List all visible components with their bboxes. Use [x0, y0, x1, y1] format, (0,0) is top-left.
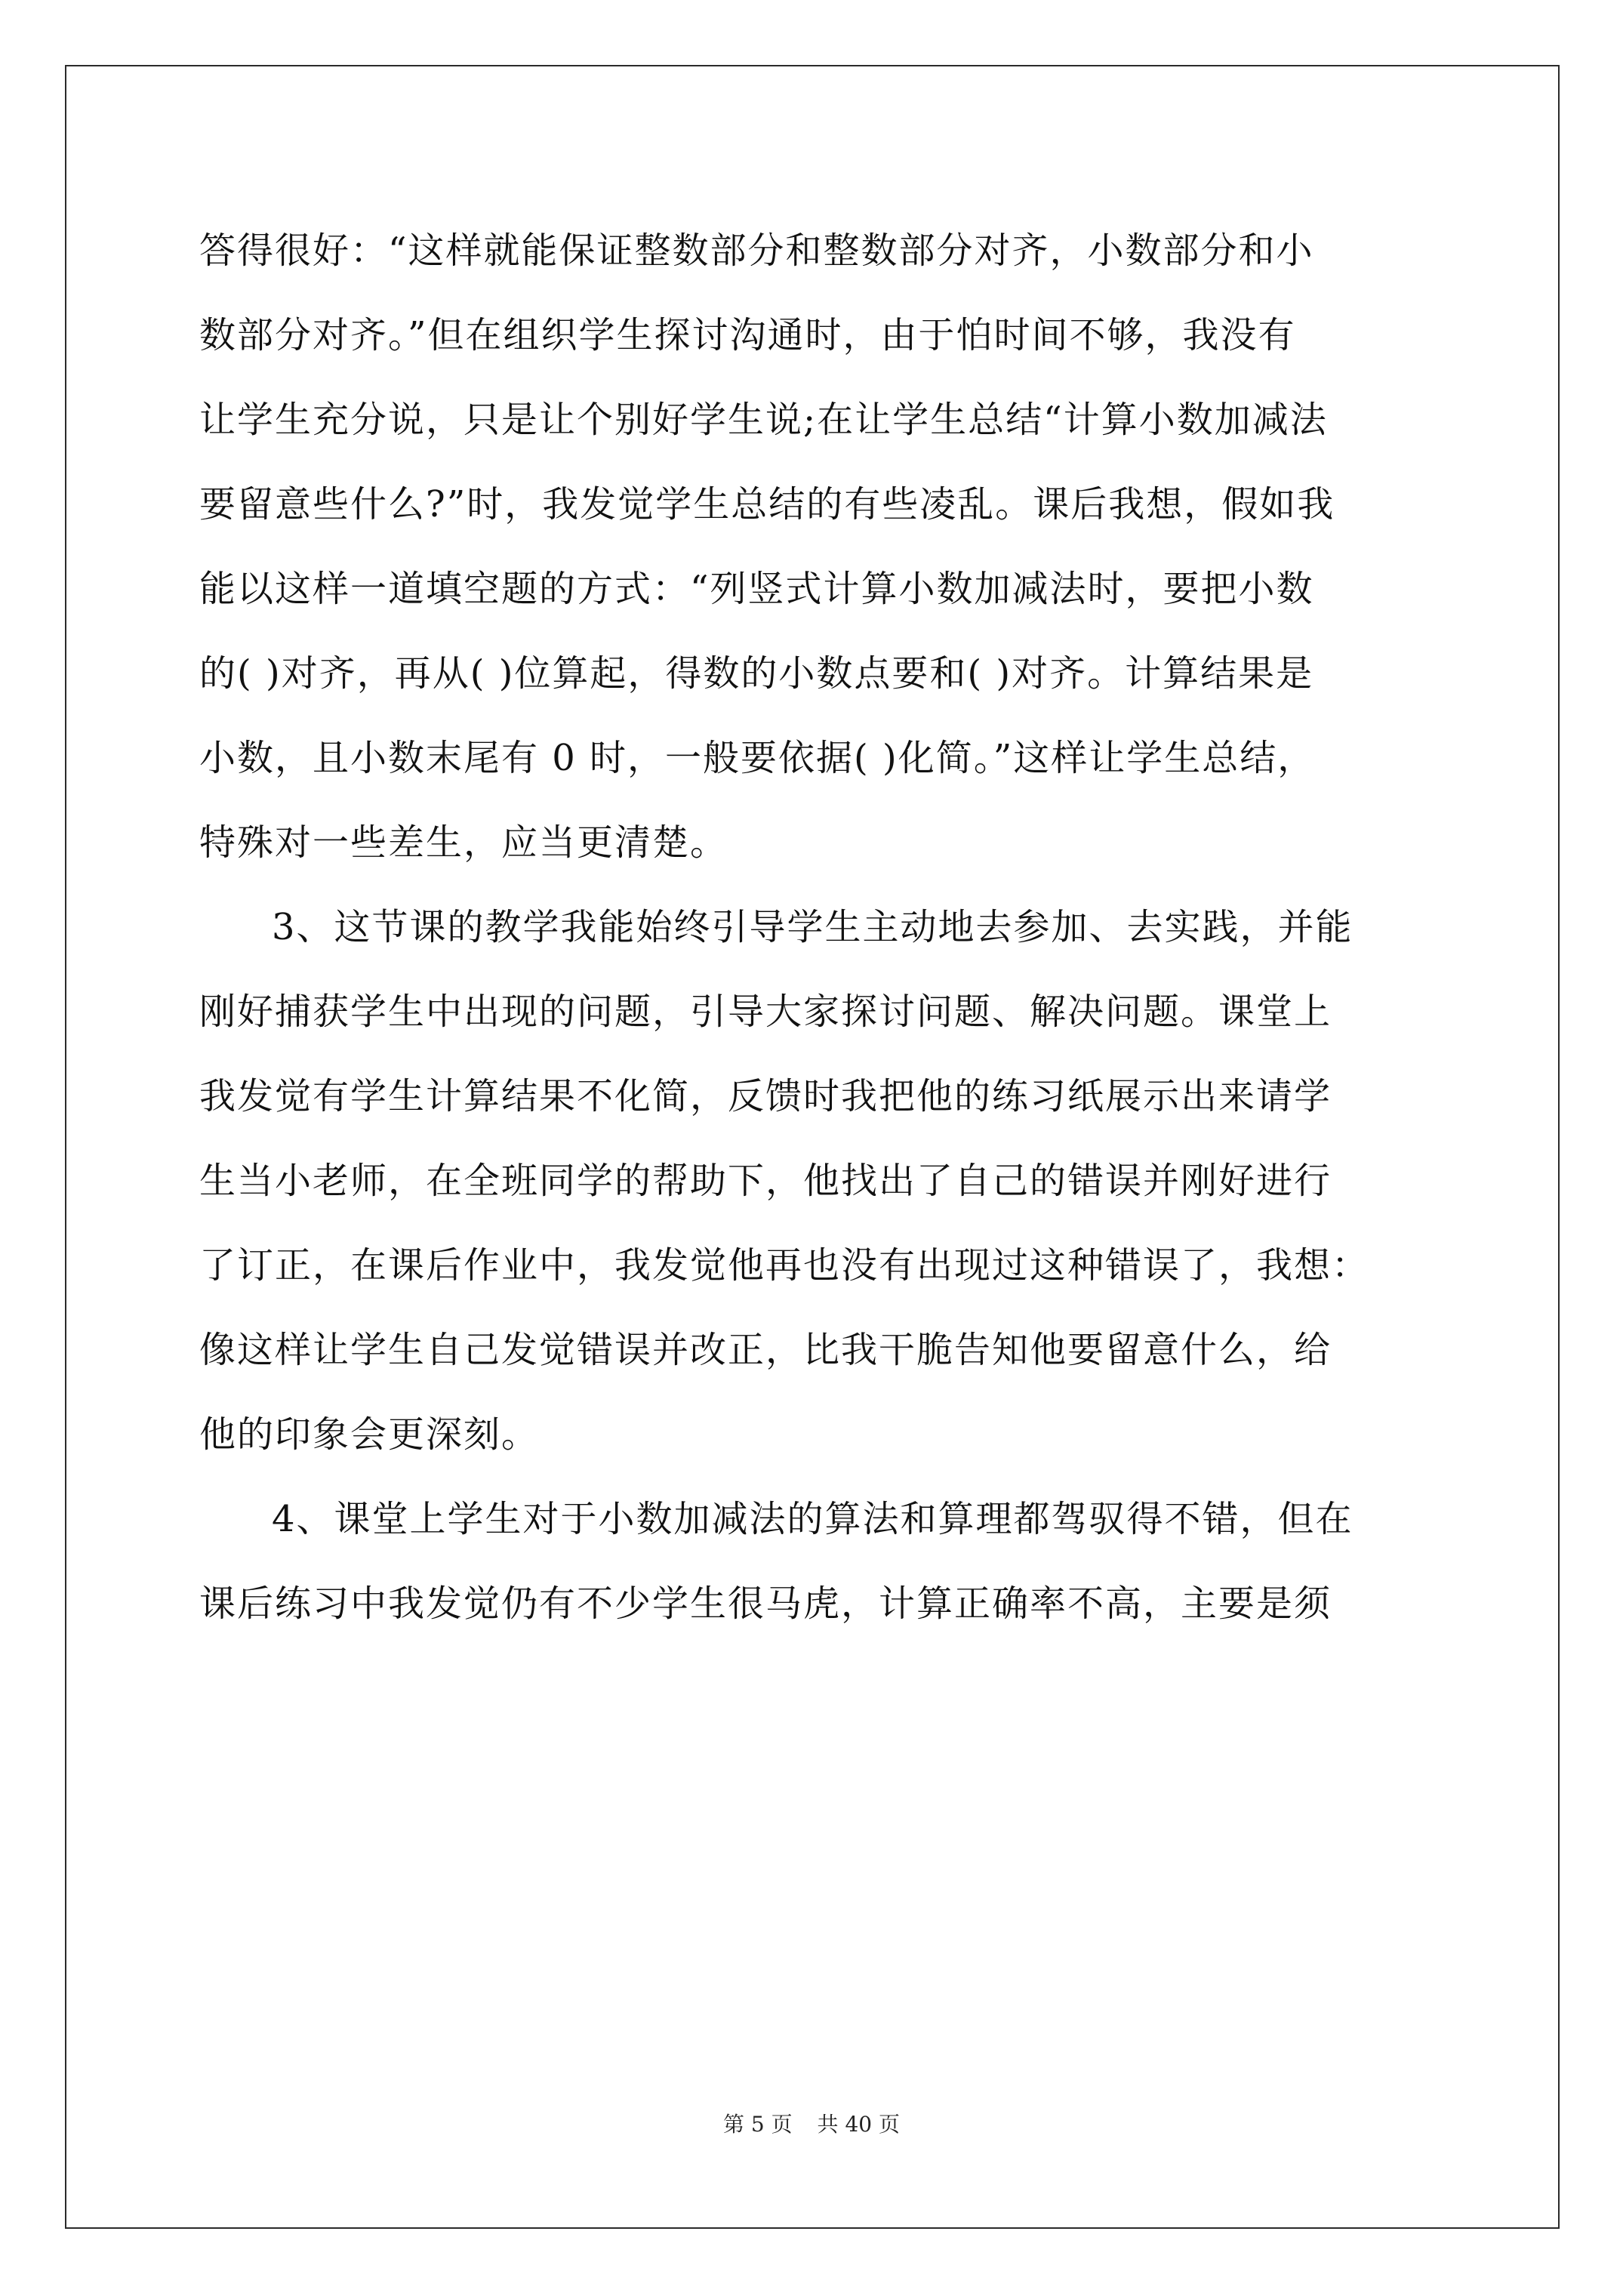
document-body [199, 208, 1452, 1646]
text-line: 我发觉有学生计算结果不化简，反馈时我把他的练习纸展示出来请学 [199, 1075, 1332, 1117]
text-line: 了订正，在课后作业中，我发觉他再也没有出现过这种错误了，我想： [199, 1244, 1370, 1287]
text-line: 小数，且小数末尾有 0 时，一般要依据( )化简。”这样让学生总结， [199, 737, 1316, 779]
text-line: 生当小老师，在全班同学的帮助下，他找出了自己的错误并刚好进行 [199, 1160, 1332, 1202]
text-line: 课后练习中我发觉仍有不少学生很马虎，计算正确率不高，主要是须 [199, 1583, 1332, 1625]
page-number: 第 5 页 [723, 2112, 793, 2137]
text-line: 能以这样一道填空题的方式：“列竖式计算小数加减法时，要把小数 [199, 568, 1314, 610]
text-line: 刚好捕获学生中出现的问题，引导大家探讨问题、解决问题。课堂上 [199, 991, 1332, 1033]
text-line: 让学生充分说，只是让个别好学生说;在让学生总结“计算小数加减法 [199, 399, 1328, 441]
text-line: 特殊对一些差生，应当更清楚。 [199, 821, 728, 864]
paragraph-2 [199, 885, 1452, 1477]
text-line: 数部分对齐。”但在组织学生探讨沟通时，由于怕时间不够，我没有 [199, 314, 1296, 356]
paragraph-3 [199, 1477, 1452, 1646]
page-footer [0, 2108, 1623, 2138]
text-line: 答得很好：“这样就能保证整数部分和整数部分对齐，小数部分和小 [199, 230, 1314, 272]
text-line: 他的印象会更深刻。 [199, 1413, 540, 1456]
page-total: 共 40 页 [817, 2112, 900, 2137]
text-line: 3、这节课的教学我能始终引导学生主动地去参加、去实践，并能 [272, 906, 1354, 948]
text-line: 像这样让学生自己发觉错误并改正，比我干脆告知他要留意什么，给 [199, 1329, 1332, 1371]
paragraph-1 [199, 208, 1452, 885]
text-line: 的( )对齐，再从( )位算起，得数的小数点要和( )对齐。计算结果是 [199, 652, 1314, 695]
text-line: 要留意些什么?”时，我发觉学生总结的有些凌乱。课后我想，假如我 [199, 483, 1335, 525]
text-line: 4、课堂上学生对于小数加减法的算法和算理都驾驭得不错，但在 [272, 1498, 1354, 1540]
